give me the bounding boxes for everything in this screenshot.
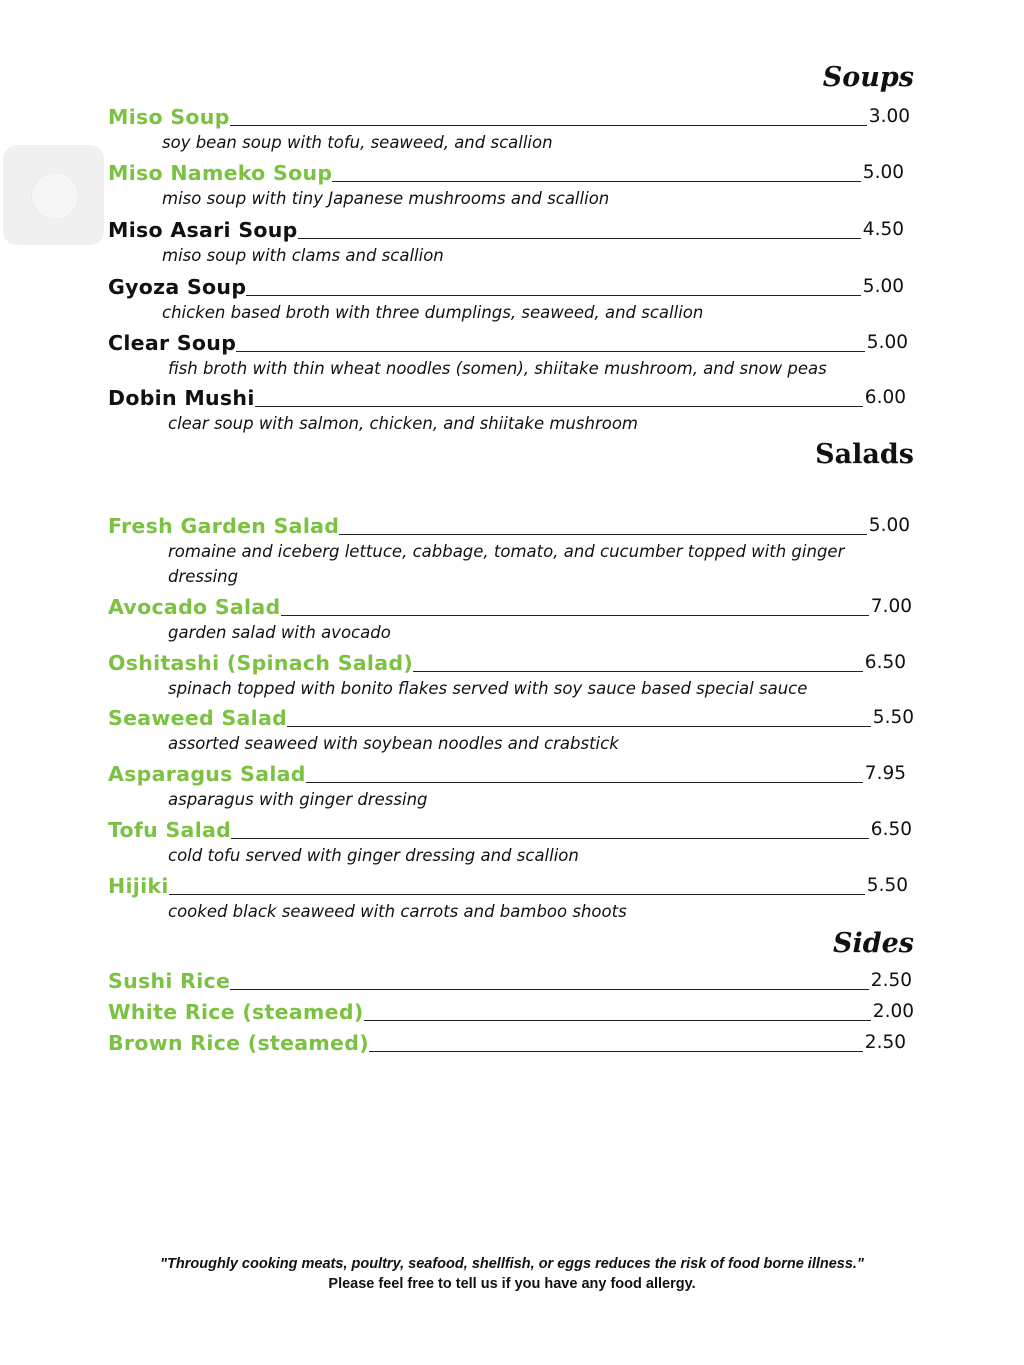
- dot-leader: [231, 838, 869, 839]
- circle-icon: [31, 172, 79, 220]
- dot-leader: [236, 351, 865, 352]
- item-description: assorted seaweed with soybean noodles and crabstick: [168, 734, 619, 753]
- item-price: 2.00: [872, 1001, 914, 1022]
- item-description: garden salad with avocado: [168, 623, 391, 642]
- item-price: 7.95: [864, 763, 906, 784]
- item-price: 2.50: [864, 1032, 906, 1053]
- menu-item-brown-rice: [108, 1029, 906, 1055]
- item-price: 7.00: [870, 596, 912, 617]
- item-description: miso soup with tiny Japanese mushrooms and scallion: [162, 189, 610, 208]
- item-name: Avocado Salad: [108, 595, 281, 619]
- item-price: 6.00: [864, 387, 906, 408]
- menu-item-seaweed-salad: [108, 704, 914, 756]
- dot-leader: [413, 671, 863, 672]
- dot-leader: [306, 782, 863, 783]
- item-description: cold tofu served with ginger dressing and scallion: [168, 846, 579, 865]
- dot-leader: [230, 125, 867, 126]
- item-description: spinach topped with bonito flakes served with soy sauce based special sauce: [168, 679, 808, 698]
- dot-leader: [281, 615, 869, 616]
- item-price: 5.00: [862, 276, 904, 297]
- item-description: asparagus with ginger dressing: [168, 790, 428, 809]
- menu-item-miso-nameko-soup: [108, 159, 904, 211]
- menu-item-tofu-salad: [108, 816, 912, 868]
- item-description: cooked black seaweed with carrots and bamboo shoots: [168, 902, 627, 921]
- item-name: Miso Nameko Soup: [108, 161, 333, 185]
- item-price: 5.00: [868, 515, 910, 536]
- section-title-salads: Salads: [815, 439, 914, 470]
- dot-leader: [332, 181, 860, 182]
- dot-leader: [169, 894, 865, 895]
- item-description: chicken based broth with three dumplings, seaweed, and scallion: [162, 303, 704, 322]
- dot-leader: [298, 238, 861, 239]
- item-name: Tofu Salad: [108, 818, 232, 842]
- item-price: 5.00: [866, 332, 908, 353]
- item-price: 5.50: [866, 875, 908, 896]
- menu-item-hijiki: [108, 872, 908, 924]
- item-name: Miso Soup: [108, 105, 230, 129]
- food-safety-warning: "Throughly cooking meats, poultry, seafood, shellfish, or eggs reduces the risk of food borne illness.": [160, 1256, 864, 1272]
- item-description: soy bean soup with tofu, seaweed, and scallion: [162, 133, 553, 152]
- item-name: Fresh Garden Salad: [108, 514, 340, 538]
- dot-leader: [369, 1051, 863, 1052]
- item-name: Gyoza Soup: [108, 275, 247, 299]
- item-name: Dobin Mushi: [108, 386, 255, 410]
- menu-item-avocado-salad: [108, 593, 912, 645]
- menu-item-gyoza-soup: [108, 273, 904, 325]
- item-price: 2.50: [870, 970, 912, 991]
- section-title-soups: Soups: [822, 62, 914, 93]
- allergy-notice: Please feel free to tell us if you have any food allergy.: [328, 1276, 696, 1292]
- item-price: 5.50: [872, 707, 914, 728]
- section-title-sides: Sides: [832, 928, 914, 959]
- menu-item-dobin-mushi: [108, 384, 906, 436]
- food-safety-notice: [0, 1254, 1024, 1294]
- item-description: miso soup with clams and scallion: [162, 246, 444, 265]
- item-price: 4.50: [862, 219, 904, 240]
- item-name: Oshitashi (Spinach Salad): [108, 651, 413, 675]
- item-price: 3.00: [868, 106, 910, 127]
- item-name: Brown Rice (steamed): [108, 1031, 369, 1055]
- item-name: Seaweed Salad: [108, 706, 288, 730]
- item-name: Asparagus Salad: [108, 762, 306, 786]
- item-price: 6.50: [870, 819, 912, 840]
- menu-item-fresh-garden-salad: [108, 512, 910, 589]
- item-description: fish broth with thin wheat noodles (somen), shiitake mushroom, and snow peas: [168, 359, 827, 378]
- floating-assistive-button[interactable]: [3, 145, 104, 245]
- menu-item-clear-soup: [108, 329, 908, 381]
- item-name: Clear Soup: [108, 331, 237, 355]
- menu-item-miso-asari-soup: [108, 216, 904, 268]
- item-price: 5.00: [862, 162, 904, 183]
- dot-leader: [255, 406, 863, 407]
- menu-item-sushi-rice: [108, 967, 912, 993]
- menu-item-white-rice: [108, 998, 914, 1024]
- menu-item-oshitashi: [108, 649, 906, 701]
- dot-leader: [339, 534, 867, 535]
- item-name: Sushi Rice: [108, 969, 231, 993]
- menu-item-miso-soup: [108, 103, 910, 155]
- item-name: Miso Asari Soup: [108, 218, 298, 242]
- dot-leader: [287, 726, 871, 727]
- dot-leader: [230, 989, 869, 990]
- item-name: White Rice (steamed): [108, 1000, 364, 1024]
- item-price: 6.50: [864, 652, 906, 673]
- menu-item-asparagus-salad: [108, 760, 906, 812]
- item-name: Hijiki: [108, 874, 169, 898]
- dot-leader: [364, 1020, 871, 1021]
- item-description: clear soup with salmon, chicken, and shiitake mushroom: [168, 414, 638, 433]
- item-description: romaine and iceberg lettuce, cabbage, tomato, and cucumber topped with ginger dressing: [168, 542, 845, 586]
- dot-leader: [246, 295, 861, 296]
